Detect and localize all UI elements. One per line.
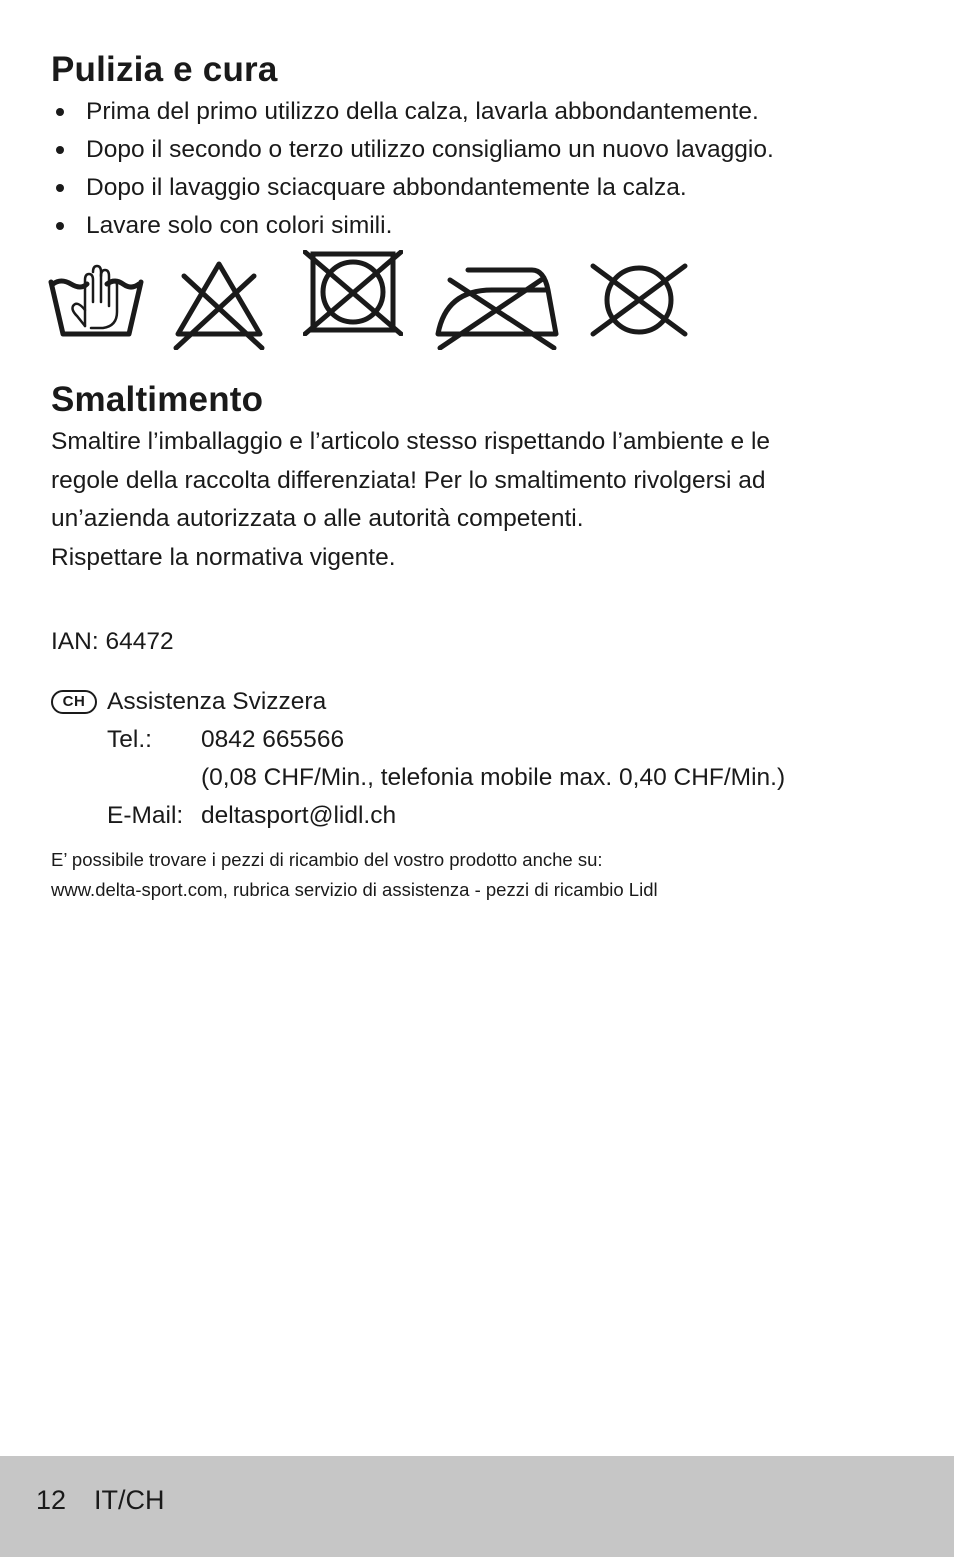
ian-number: IAN: 64472	[51, 628, 174, 655]
paragraph-line: Smaltire l’imballaggio e l’articolo stesso rispettando l’ambiente e le	[51, 428, 771, 455]
list-item: Dopo il lavaggio sciacquare abbondantemente la calza.	[51, 169, 774, 207]
support-title-row	[51, 683, 921, 721]
do-not-tumble-dry-icon	[303, 250, 403, 336]
page-marker	[36, 1483, 193, 1517]
disposal-paragraph	[51, 423, 911, 577]
fine-print-line: www.delta-sport.com, rubrica servizio di assistenza - pezzi di ricambio Lidl	[51, 879, 658, 900]
paragraph-line: un’azienda autorizzata o alle autorità competenti.	[51, 505, 584, 532]
support-block	[51, 683, 921, 835]
bullet-icon	[56, 108, 64, 116]
support-title: Assistenza Svizzera	[107, 688, 327, 715]
care-symbols	[51, 250, 751, 355]
country-badge: CH	[51, 690, 97, 714]
section-heading-care: Pulizia e cura	[51, 50, 278, 89]
list-item: Prima del primo utilizzo della calza, lavarla abbondantemente.	[51, 93, 774, 131]
hand-wash-icon	[47, 250, 145, 340]
bullet-icon	[56, 184, 64, 192]
paragraph-line: Rispettare la normativa vigente.	[51, 543, 396, 571]
phone-label: Tel.:	[107, 726, 152, 753]
email-address: deltasport@lidl.ch	[201, 802, 397, 829]
bullet-icon	[56, 146, 64, 154]
page-number: 12	[36, 1485, 67, 1515]
do-not-dry-clean-icon	[589, 250, 689, 340]
section-heading-disposal: Smaltimento	[51, 380, 264, 419]
support-email-row	[51, 797, 921, 835]
support-phone-row	[51, 721, 921, 759]
support-phone-note-row	[51, 759, 921, 797]
phone-number: 0842 665566	[201, 726, 345, 753]
bullet-icon	[56, 222, 64, 230]
page-footer	[0, 1456, 954, 1557]
do-not-iron-icon	[432, 250, 562, 350]
care-instructions-list	[51, 93, 774, 245]
do-not-bleach-icon	[170, 250, 268, 350]
locale-label: IT/CH	[94, 1485, 165, 1515]
list-item: Lavare solo con colori simili.	[51, 207, 774, 245]
spare-parts-note	[51, 845, 658, 905]
paragraph-line: regole della raccolta differenziata! Per lo smaltimento rivolgersi ad	[51, 466, 766, 494]
phone-rate-note: (0,08 CHF/Min., telefonia mobile max. 0,40 CHF/Min.)	[201, 764, 786, 791]
list-item: Dopo il secondo o terzo utilizzo consigliamo un nuovo lavaggio.	[51, 131, 774, 169]
email-label: E-Mail:	[107, 802, 184, 829]
fine-print-line: E’ possibile trovare i pezzi di ricambio del vostro prodotto anche su:	[51, 849, 603, 870]
